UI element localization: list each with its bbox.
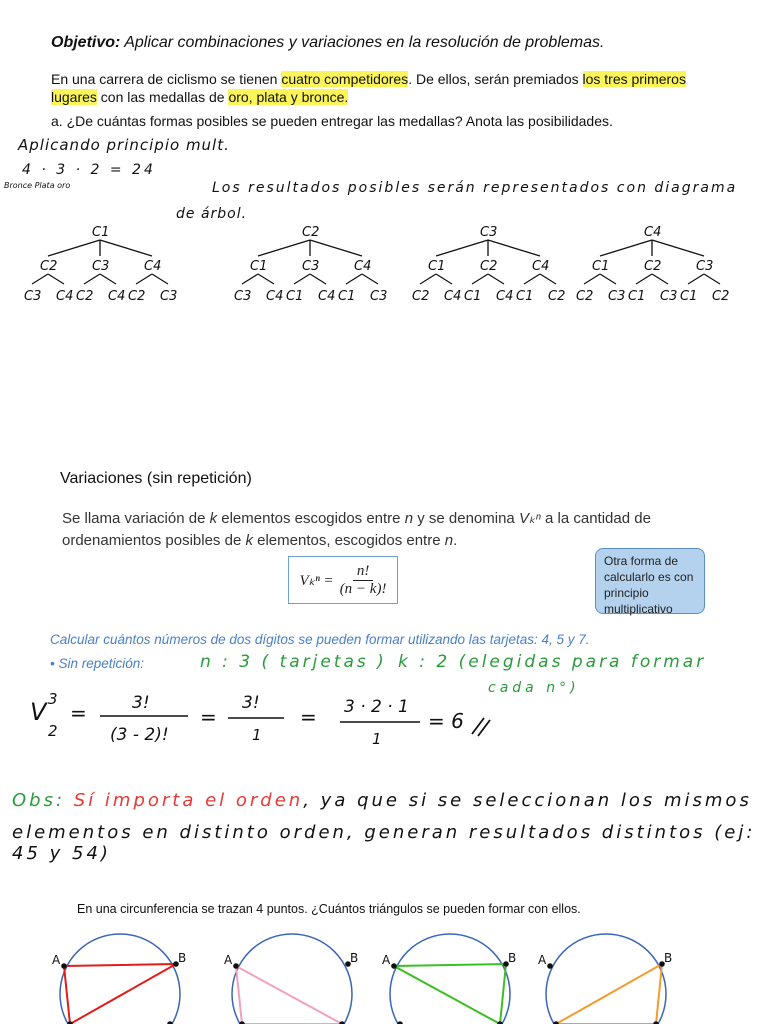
tree-node: C3 <box>696 259 714 274</box>
point-label-a: A <box>538 953 547 967</box>
objective-text: Aplicar combinaciones y variaciones en la resolución de problemas. <box>120 34 605 51</box>
tree-root: C2 <box>302 225 320 240</box>
def-text: a la cantidad de ordenamientos posibles de <box>62 510 651 549</box>
def-n: n <box>404 510 414 527</box>
calc-eq: = <box>200 705 217 729</box>
tree-branch <box>540 274 556 284</box>
point-marker <box>233 963 239 969</box>
tree-leaf: C3 <box>160 289 178 304</box>
tree-branch <box>100 274 116 284</box>
tree-leaf: C3 <box>234 289 252 304</box>
tree-leaf: C2 <box>412 289 430 304</box>
circle-outline <box>232 934 352 1024</box>
variations-definition <box>62 508 682 552</box>
tree-branch <box>704 274 720 284</box>
def-text: y se denomina <box>413 510 519 527</box>
tree-branch <box>652 274 668 284</box>
handwritten-medal-labels: Bronce Plata oro <box>4 181 71 190</box>
obs-label: Obs: <box>12 790 66 811</box>
def-n: n <box>444 532 454 549</box>
def-k: k <box>209 510 218 527</box>
tree-branch <box>636 274 652 284</box>
tree-leaf: C1 <box>338 289 356 304</box>
intro-text: . De ellos, serán premiados <box>408 71 583 87</box>
observation-line1 <box>12 790 752 811</box>
tree-branch <box>32 274 48 284</box>
calc-result: = 6 <box>428 709 464 733</box>
triangle <box>64 964 176 1024</box>
tree-leaf: C4 <box>318 289 336 304</box>
tree-branch <box>346 274 362 284</box>
highlight-places: los tres primeros lugares <box>51 71 686 105</box>
tree-branch <box>488 240 540 256</box>
tree-leaf: C2 <box>576 289 594 304</box>
tree-leaf: C3 <box>370 289 388 304</box>
variation-formula <box>288 556 398 604</box>
tree-node: C4 <box>144 259 162 274</box>
variations-title: Variaciones (sin repetición) <box>60 470 252 487</box>
formula-fraction <box>340 563 387 598</box>
tree-branch <box>136 274 152 284</box>
handwritten-n: n : 3 ( tarjetas ) <box>200 652 387 672</box>
def-text: elementos, escogidos entre <box>252 532 445 549</box>
tree-branch <box>584 274 600 284</box>
tree-branch <box>294 274 310 284</box>
tree-branch <box>420 274 436 284</box>
tree-leaf: C4 <box>444 289 462 304</box>
triangle <box>394 964 506 1024</box>
triangle <box>236 966 342 1024</box>
tree-branch <box>100 240 152 256</box>
tree-node: C1 <box>592 259 610 274</box>
formula-denominator: (n − k)! <box>339 580 387 597</box>
point-label-b: B <box>664 951 673 965</box>
tree-leaf: C3 <box>660 289 678 304</box>
handwritten-k: k : 2 (elegidas para formar <box>398 652 707 672</box>
question-a: a. ¿De cuántas formas posibles se pueden entregar las medallas? Anota las posibilidades. <box>51 113 613 129</box>
tree-leaf: C1 <box>286 289 304 304</box>
circle-outline <box>546 934 666 1024</box>
circle-diagrams <box>40 930 740 1024</box>
handwritten-principle: Aplicando principio mult. <box>18 136 230 154</box>
tree-leaf: C3 <box>24 289 42 304</box>
calc-bullet: • Sin repetición: <box>50 656 145 671</box>
tree-node: C4 <box>532 259 550 274</box>
tree-leaf: C1 <box>516 289 534 304</box>
tree-branch <box>436 274 452 284</box>
tree-branch <box>488 274 504 284</box>
tree-branch <box>310 274 326 284</box>
tree-leaf: C4 <box>56 289 74 304</box>
tree-branch <box>436 240 488 256</box>
circle-outline <box>60 934 180 1024</box>
tree-leaf: C1 <box>464 289 482 304</box>
tree-branch <box>48 274 64 284</box>
tree-root: C3 <box>480 225 498 240</box>
point-label-a: A <box>382 953 391 967</box>
tree-leaf: C2 <box>712 289 730 304</box>
calc-expression <box>28 690 528 750</box>
calc-v: V <box>30 698 47 726</box>
tree-branch <box>242 274 258 284</box>
calc-question: Calcular cuántos números de dos dígitos se pueden formar utilizando las tarjetas: 4, 5 y 7. <box>50 632 590 647</box>
tree-leaf: C3 <box>608 289 626 304</box>
tree-leaf: C1 <box>628 289 646 304</box>
tree-leaf: C1 <box>680 289 698 304</box>
calc-eq: = <box>300 705 317 729</box>
circle-outline <box>390 934 510 1024</box>
tree-leaf: C2 <box>548 289 566 304</box>
calc-f1-den: (3 - 2)! <box>110 725 169 745</box>
highlight-competitors: cuatro competidores <box>281 71 409 87</box>
tree-node: C2 <box>644 259 662 274</box>
tree-branch <box>258 240 310 256</box>
obs-rest: , ya que si se seleccionan los mismos <box>303 790 752 811</box>
point-marker <box>61 963 67 969</box>
point-label-b: B <box>178 951 187 965</box>
calc-f1-num: 3! <box>132 693 150 713</box>
tree-branch <box>48 240 100 256</box>
tree-branch <box>524 274 540 284</box>
calc-f3-den: 1 <box>372 730 382 748</box>
formula-lhs: Vₖⁿ = <box>299 572 334 589</box>
def-text: Se llama variación de <box>62 510 210 527</box>
formula-numerator: n! <box>353 563 374 581</box>
tree-branch <box>258 274 274 284</box>
objective-line <box>51 34 604 52</box>
tree-leaf: C4 <box>108 289 126 304</box>
point-label-b: B <box>350 951 359 965</box>
tree-diagrams <box>0 210 768 310</box>
handwritten-product: 4 · 3 · 2 = 24 <box>22 162 156 178</box>
tree-node: C2 <box>480 259 498 274</box>
tree-branch <box>84 274 100 284</box>
tree-node: C2 <box>40 259 58 274</box>
tree-node: C1 <box>250 259 268 274</box>
def-k: k <box>245 532 253 549</box>
tree-leaf: C2 <box>128 289 146 304</box>
tree-branch <box>310 240 362 256</box>
handwritten-k-cont: cada n°) <box>488 680 580 696</box>
tree-node: C4 <box>354 259 372 274</box>
observation-line2: elementos en distinto orden, generan resultados distintos (ej: 45 y 54) <box>12 822 756 864</box>
tree-branch <box>600 240 652 256</box>
tree-leaf: C4 <box>266 289 284 304</box>
intro-paragraph <box>51 70 691 106</box>
calc-f2-den: 1 <box>252 726 262 744</box>
tree-leaf: C2 <box>76 289 94 304</box>
note-callout: Otra forma de calcularlo es con principio multiplicativo <box>595 548 705 614</box>
tree-branch <box>152 274 168 284</box>
tree-node: C3 <box>302 259 320 274</box>
intro-text: En una carrera de ciclismo se tienen <box>51 71 282 87</box>
tree-branch <box>652 240 704 256</box>
obs-red-text: Sí importa el orden <box>65 790 304 811</box>
calc-v-sub: 2 <box>48 722 58 740</box>
tree-leaf: C4 <box>496 289 514 304</box>
calc-v-sup: 3 <box>48 690 58 708</box>
triangle <box>556 964 662 1024</box>
calc-f3-num: 3 · 2 · 1 <box>344 697 409 717</box>
def-text: elementos escogidos entre <box>217 510 405 527</box>
tree-node: C1 <box>428 259 446 274</box>
handwritten-tree-note: de árbol. <box>176 206 248 222</box>
tree-branch <box>472 274 488 284</box>
intro-text: con las medallas de <box>96 89 229 105</box>
def-text: . <box>453 532 458 549</box>
point-label-a: A <box>52 953 61 967</box>
point-marker <box>547 963 553 969</box>
calc-eq: = <box>70 701 87 725</box>
calc-f2-num: 3! <box>242 693 260 713</box>
tree-branch <box>600 274 616 284</box>
point-label-a: A <box>224 953 233 967</box>
point-marker <box>391 963 397 969</box>
def-symbol: Vₖⁿ <box>518 510 541 527</box>
handwritten-results-note: Los resultados posibles serán representados con diagrama <box>212 180 738 196</box>
circle-question: En una circunferencia se trazan 4 puntos. ¿Cuántos triángulos se pueden formar con ellos. <box>77 902 581 916</box>
objective-label: Objetivo: <box>51 34 121 51</box>
tree-root: C1 <box>92 225 110 240</box>
tree-branch <box>362 274 378 284</box>
tree-node: C3 <box>92 259 110 274</box>
tree-root: C4 <box>644 225 662 240</box>
tree-branch <box>688 274 704 284</box>
highlight-medals: oro, plata y bronce. <box>228 89 349 105</box>
point-label-b: B <box>508 951 517 965</box>
